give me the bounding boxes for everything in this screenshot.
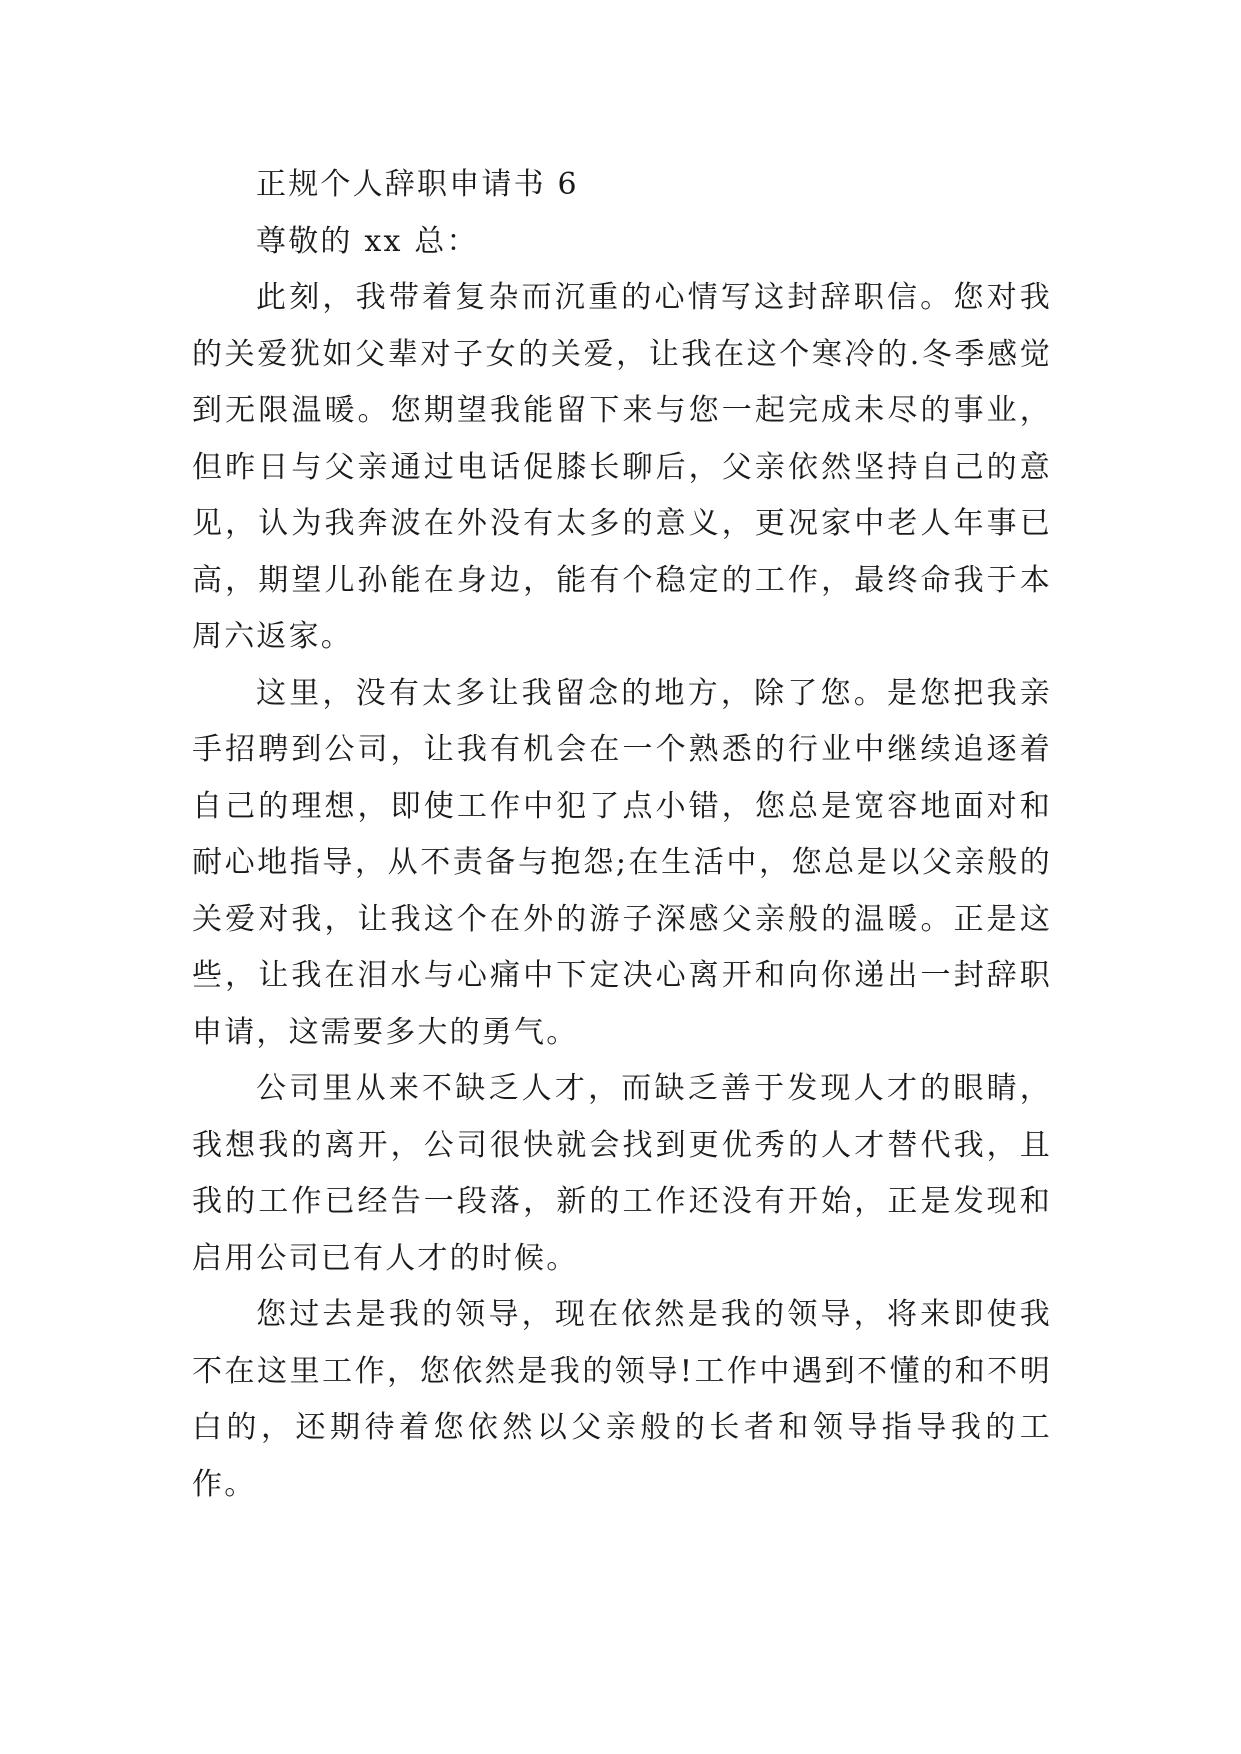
paragraph: 此刻，我带着复杂而沉重的心情写这封辞职信。您对我的关爱犹如父辈对子女的关爱，让我在这个寒冷的.冬季感觉到无限温暖。您期望我能留下来与您一起完成未尽的事业，但昨日与父亲通过电话促膝长聊后，父亲依然坚持自己的意见，认为我奔波在外没有太多的意义，更况家中老人年事已高，期望儿孙能在身边，能有个稳定的工作，最终命我于本周六返家。: [192, 280, 1052, 654]
paragraph: 您过去是我的领导，现在依然是我的领导，将来即使我不在这里工作，您依然是我的领导!工作中遇到不懂的和不明白的，还期待着您依然以父亲般的长者和领导指导我的工作。: [192, 1297, 1052, 1502]
paragraph: 这里，没有太多让我留念的地方，除了您。是您把我亲手招聘到公司，让我有机会在一个熟悉的行业中继续追逐着自己的理想，即使工作中犯了点小错，您总是宽容地面对和耐心地指导，从不责备与抱怨;在生活中，您总是以父亲般的关爱对我，让我这个在外的游子深感父亲般的温暖。正是这些，让我在泪水与心痛中下定决心离开和向你递出一封辞职申请，这需要多大的勇气。: [192, 675, 1052, 1050]
paragraph: 公司里从来不缺乏人才，而缺乏善于发现人才的眼睛，我想我的离开，公司很快就会找到更优秀的人才替代我，且我的工作已经告一段落，新的工作还没有开始，正是发现和启用公司已有人才的时候。: [192, 1071, 1052, 1276]
salutation: 尊敬的 xx 总：: [256, 223, 479, 259]
document-title: 正规个人辞职申请书 6: [256, 167, 579, 202]
letter-body: [192, 157, 1052, 1513]
